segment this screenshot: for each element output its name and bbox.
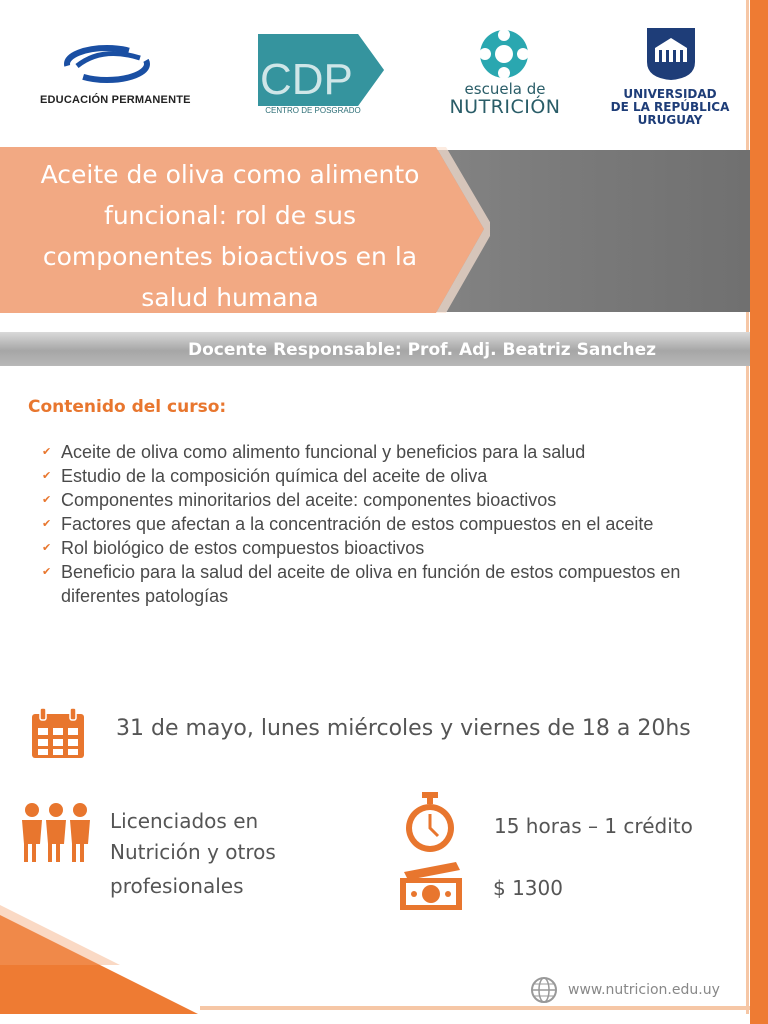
stopwatch-icon (400, 790, 460, 854)
course-hours: 15 horas – 1 crédito (494, 814, 693, 838)
universidad-line-2: DE LA REPÚBLICA (610, 100, 730, 114)
docente-responsable: Docente Responsable: Prof. Adj. Beatriz Sanchez (188, 340, 657, 360)
cdp-logo-caption: CENTRO DE POSGRADO (265, 106, 361, 115)
list-item: ✔ Estudio de la composición química del aceite de oliva (42, 466, 488, 486)
check-icon: ✔ (42, 542, 52, 554)
contenido-list (42, 440, 702, 608)
list-item: ✔ Aceite de oliva como alimento funcional y beneficios para la salud (42, 442, 586, 462)
universidad-line-3: URUGUAY (637, 113, 703, 127)
list-item: ✔ Beneficio para la salud del aceite de oliva en función de estos compuestos en diferentes patologías (42, 562, 681, 606)
course-price: $ 1300 (493, 876, 563, 900)
educacion-permanente-label: EDUCACIÓN PERMANENTE (40, 94, 191, 106)
calendar-icon (30, 706, 86, 760)
contenido-heading: Contenido del curso: (28, 397, 227, 417)
people-icon (20, 800, 92, 864)
course-date: 31 de mayo, lunes miércoles y viernes de 18 a 20hs (116, 716, 691, 741)
universidad-line-1: UNIVERSIDAD (623, 87, 717, 101)
check-icon: ✔ (42, 566, 52, 578)
course-title: Aceite de oliva como alimento funcional: rol de sus componentes bioactivos en la salud humana (40, 160, 420, 312)
escuela-big-text: NUTRICIÓN (449, 96, 561, 118)
check-icon: ✔ (42, 518, 52, 530)
list-item: ✔ Componentes minoritarios del aceite: componentes bioactivos (42, 490, 557, 510)
right-accent-bar (750, 0, 768, 1024)
universidad-crest (645, 26, 697, 82)
educacion-permanente-logo (62, 40, 152, 88)
website-link[interactable]: www.nutricion.edu.uy (568, 982, 720, 998)
escuela-nutricion-logo (478, 28, 530, 80)
escuela-small-text: escuela de (464, 80, 546, 98)
globe-icon (530, 976, 558, 1004)
check-icon: ✔ (42, 446, 52, 458)
bottom-line (200, 1006, 750, 1010)
check-icon: ✔ (42, 470, 52, 482)
list-item: ✔ Rol biológico de estos compuestos bioactivos (42, 538, 425, 558)
audience-text-2: profesionales (110, 874, 244, 898)
check-icon: ✔ (42, 494, 52, 506)
cdp-logo-letters: CDP (260, 55, 353, 104)
escuela-nutricion-label (440, 80, 570, 116)
universidad-label (610, 88, 730, 127)
audience-text: Licenciados en Nutrición y otros (110, 809, 276, 864)
list-item: ✔ Factores que afectan a la concentración de estos compuestos en el aceite (42, 514, 654, 534)
